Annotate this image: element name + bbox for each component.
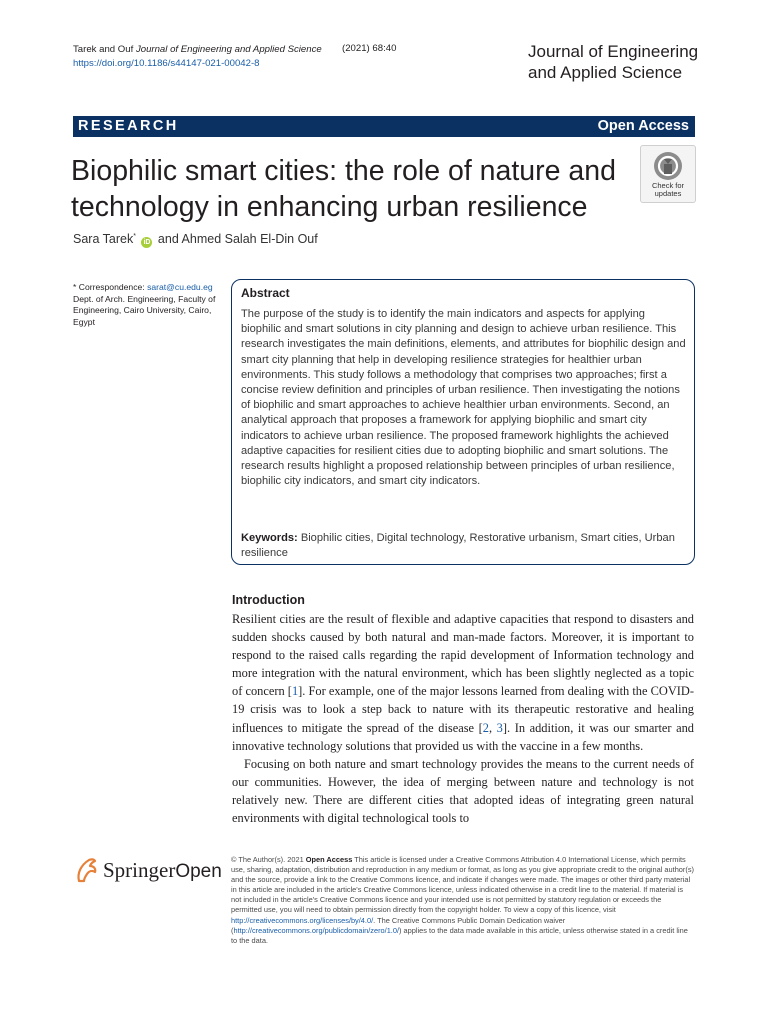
article-title — [71, 153, 631, 225]
springer-name: Springer — [103, 858, 176, 882]
intro-p1-part-a: Resilient cities are the result of flexible and adaptive capacities that respond to disasters and sudden shocks caused by both natural and man-made factors. Moreover, it is important to respond to the raised calls regarding the rapid development of Information technology and more integration with the natural environment, which has been slightly neglected as a topic of concern [ — [232, 612, 694, 699]
article-type-banner — [73, 116, 695, 137]
citation-1[interactable]: 1 — [291, 684, 299, 699]
author-1[interactable]: Sara Tarek — [73, 232, 134, 246]
header-year-volume: (2021) 68:40 — [342, 43, 397, 54]
intro-paragraph-2: Focusing on both nature and smart technology provides the means to the current needs of our communities. However, the idea of merging between nature and technology is not relatively new. There are different cities that adopted ideas of integrating green natural environments with digital technological tools to — [232, 756, 694, 826]
license-text-3: ) applies to the data made available in this article, unless otherwise stated in a credit line to the data. — [231, 925, 688, 945]
abstract-heading: Abstract — [241, 286, 290, 300]
springer-open-suffix: Open — [175, 861, 222, 882]
open-access-label: Open Access — [597, 118, 689, 134]
doi-link[interactable]: https://doi.org/10.1186/s44147-021-00042-8 — [73, 57, 260, 69]
intro-p1-part-c: ]. In addition, it was our smarter and innovative technology solutions that provided us with the vaccine in a few months. — [232, 720, 695, 753]
check-for-updates-label — [641, 182, 695, 198]
introduction-heading: Introduction — [232, 593, 305, 607]
affiliation: Dept. of Arch. Engineering, Faculty of Engineering, Cairo University, Cairo, Egypt — [73, 293, 216, 327]
license-text-2: . The Creative Commons Public Domain Dedication waiver ( — [231, 915, 566, 935]
title-line-2: technology in enhancing urban resilience — [71, 191, 588, 223]
copyright: © The Author(s). 2021 — [231, 855, 306, 864]
cc-by-link[interactable]: http://creativecommons.org/licenses/by/4.0/ — [231, 915, 374, 925]
abstract-text: The purpose of the study is to identify the main indicators and aspects for applying biophilic and smart solutions in city planning and design to achieve urban resilience. This research investigates the main definitions, elements, and attributes for biophilic design and smart city planning that help in developing resilience strategies for healthier urban environments. This study follows a methodology that comprises two approaches; first a concise review definition and principles of urban resilience. Then investigating the notions of biophilic and smart approaches to achieve healthier urban environments. Second, an analytical approach that proposes a framework for applying biophilic and smart city indicators to achieve urban resilience. The proposed framework highlights the achieved adaptive capacities for resilient cities due to adopting biophilic and smart solutions. The research results highlight a proposed relationship between principles of urban resilience, biophilic city indicators, and smart city indicators. — [241, 308, 686, 488]
springer-wordmark — [103, 858, 222, 883]
journal-name — [528, 41, 698, 83]
correspondence-label: * Correspondence: — [73, 282, 145, 292]
journal-name-line2: and Applied Science — [528, 63, 683, 82]
cc-zero-link[interactable]: http://creativecommons.org/publicdomain/zero/1.0/ — [233, 925, 400, 935]
intro-p1-part-b: ]. For example, one of the major lessons learned from dealing with the COVID-19 crisis was to look a step back to nature with its therapeutic restorative and healing influences to mitigate the spread of the disease [ — [232, 684, 694, 735]
check-updates-line2: updates — [654, 189, 682, 198]
citation-separator: , — [488, 720, 497, 735]
corresponding-marker: * — [133, 232, 136, 240]
abstract-box — [231, 279, 695, 565]
keywords-label: Keywords: — [241, 532, 298, 544]
article-type: RESEARCH — [78, 118, 179, 134]
author-2[interactable]: and Ahmed Salah El-Din Ouf — [157, 232, 318, 246]
license-text-1: This article is licensed under a Creative Commons Attribution 4.0 International License, which permits use, sharing, adaptation, distribution and reproduction in any medium or format, as long as you give appropriate credit to the original author(s) and the source, provide a link to the Creative Commons licence, and indicate if changes were made. The images or other third party material in this article are included in the article's Creative Commons licence, unless indicated otherwise in a credit line to the material. If material is not included in the article's Creative Commons licence and your intended use is not permitted by statutory regulation or exceeds the permitted use, you will need to obtain permission directly from the copyright holder. To view a copy of this licence, visit — [231, 855, 694, 915]
correspondence-note — [73, 282, 223, 328]
license-statement — [231, 855, 694, 946]
keywords-list: Biophilic cities, Digital technology, Restorative urbanism, Smart cities, Urban resilience — [241, 532, 675, 560]
keywords — [241, 531, 687, 561]
header-journal: Journal of Engineering and Applied Science — [135, 44, 322, 55]
journal-name-line1: Journal of Engineering — [528, 42, 699, 61]
check-for-updates-button[interactable] — [640, 145, 696, 203]
introduction-text — [232, 610, 694, 827]
check-updates-line1: Check for — [651, 181, 685, 190]
citation-3[interactable]: 3 — [496, 720, 503, 735]
intro-paragraph-1 — [232, 610, 694, 755]
title-line-1: Biophilic smart cities: the role of nature and — [71, 155, 616, 187]
check-for-updates-icon — [653, 151, 683, 181]
springer-horse-icon — [73, 857, 99, 883]
header-authors: Tarek and Ouf — [73, 44, 134, 55]
author-list — [73, 232, 318, 248]
correspondence-email[interactable]: sarat@cu.edu.eg — [147, 282, 213, 292]
license-open-access: Open Access — [305, 855, 353, 864]
citation-2[interactable]: 2 — [482, 720, 489, 735]
orcid-icon[interactable]: iD — [143, 239, 151, 246]
